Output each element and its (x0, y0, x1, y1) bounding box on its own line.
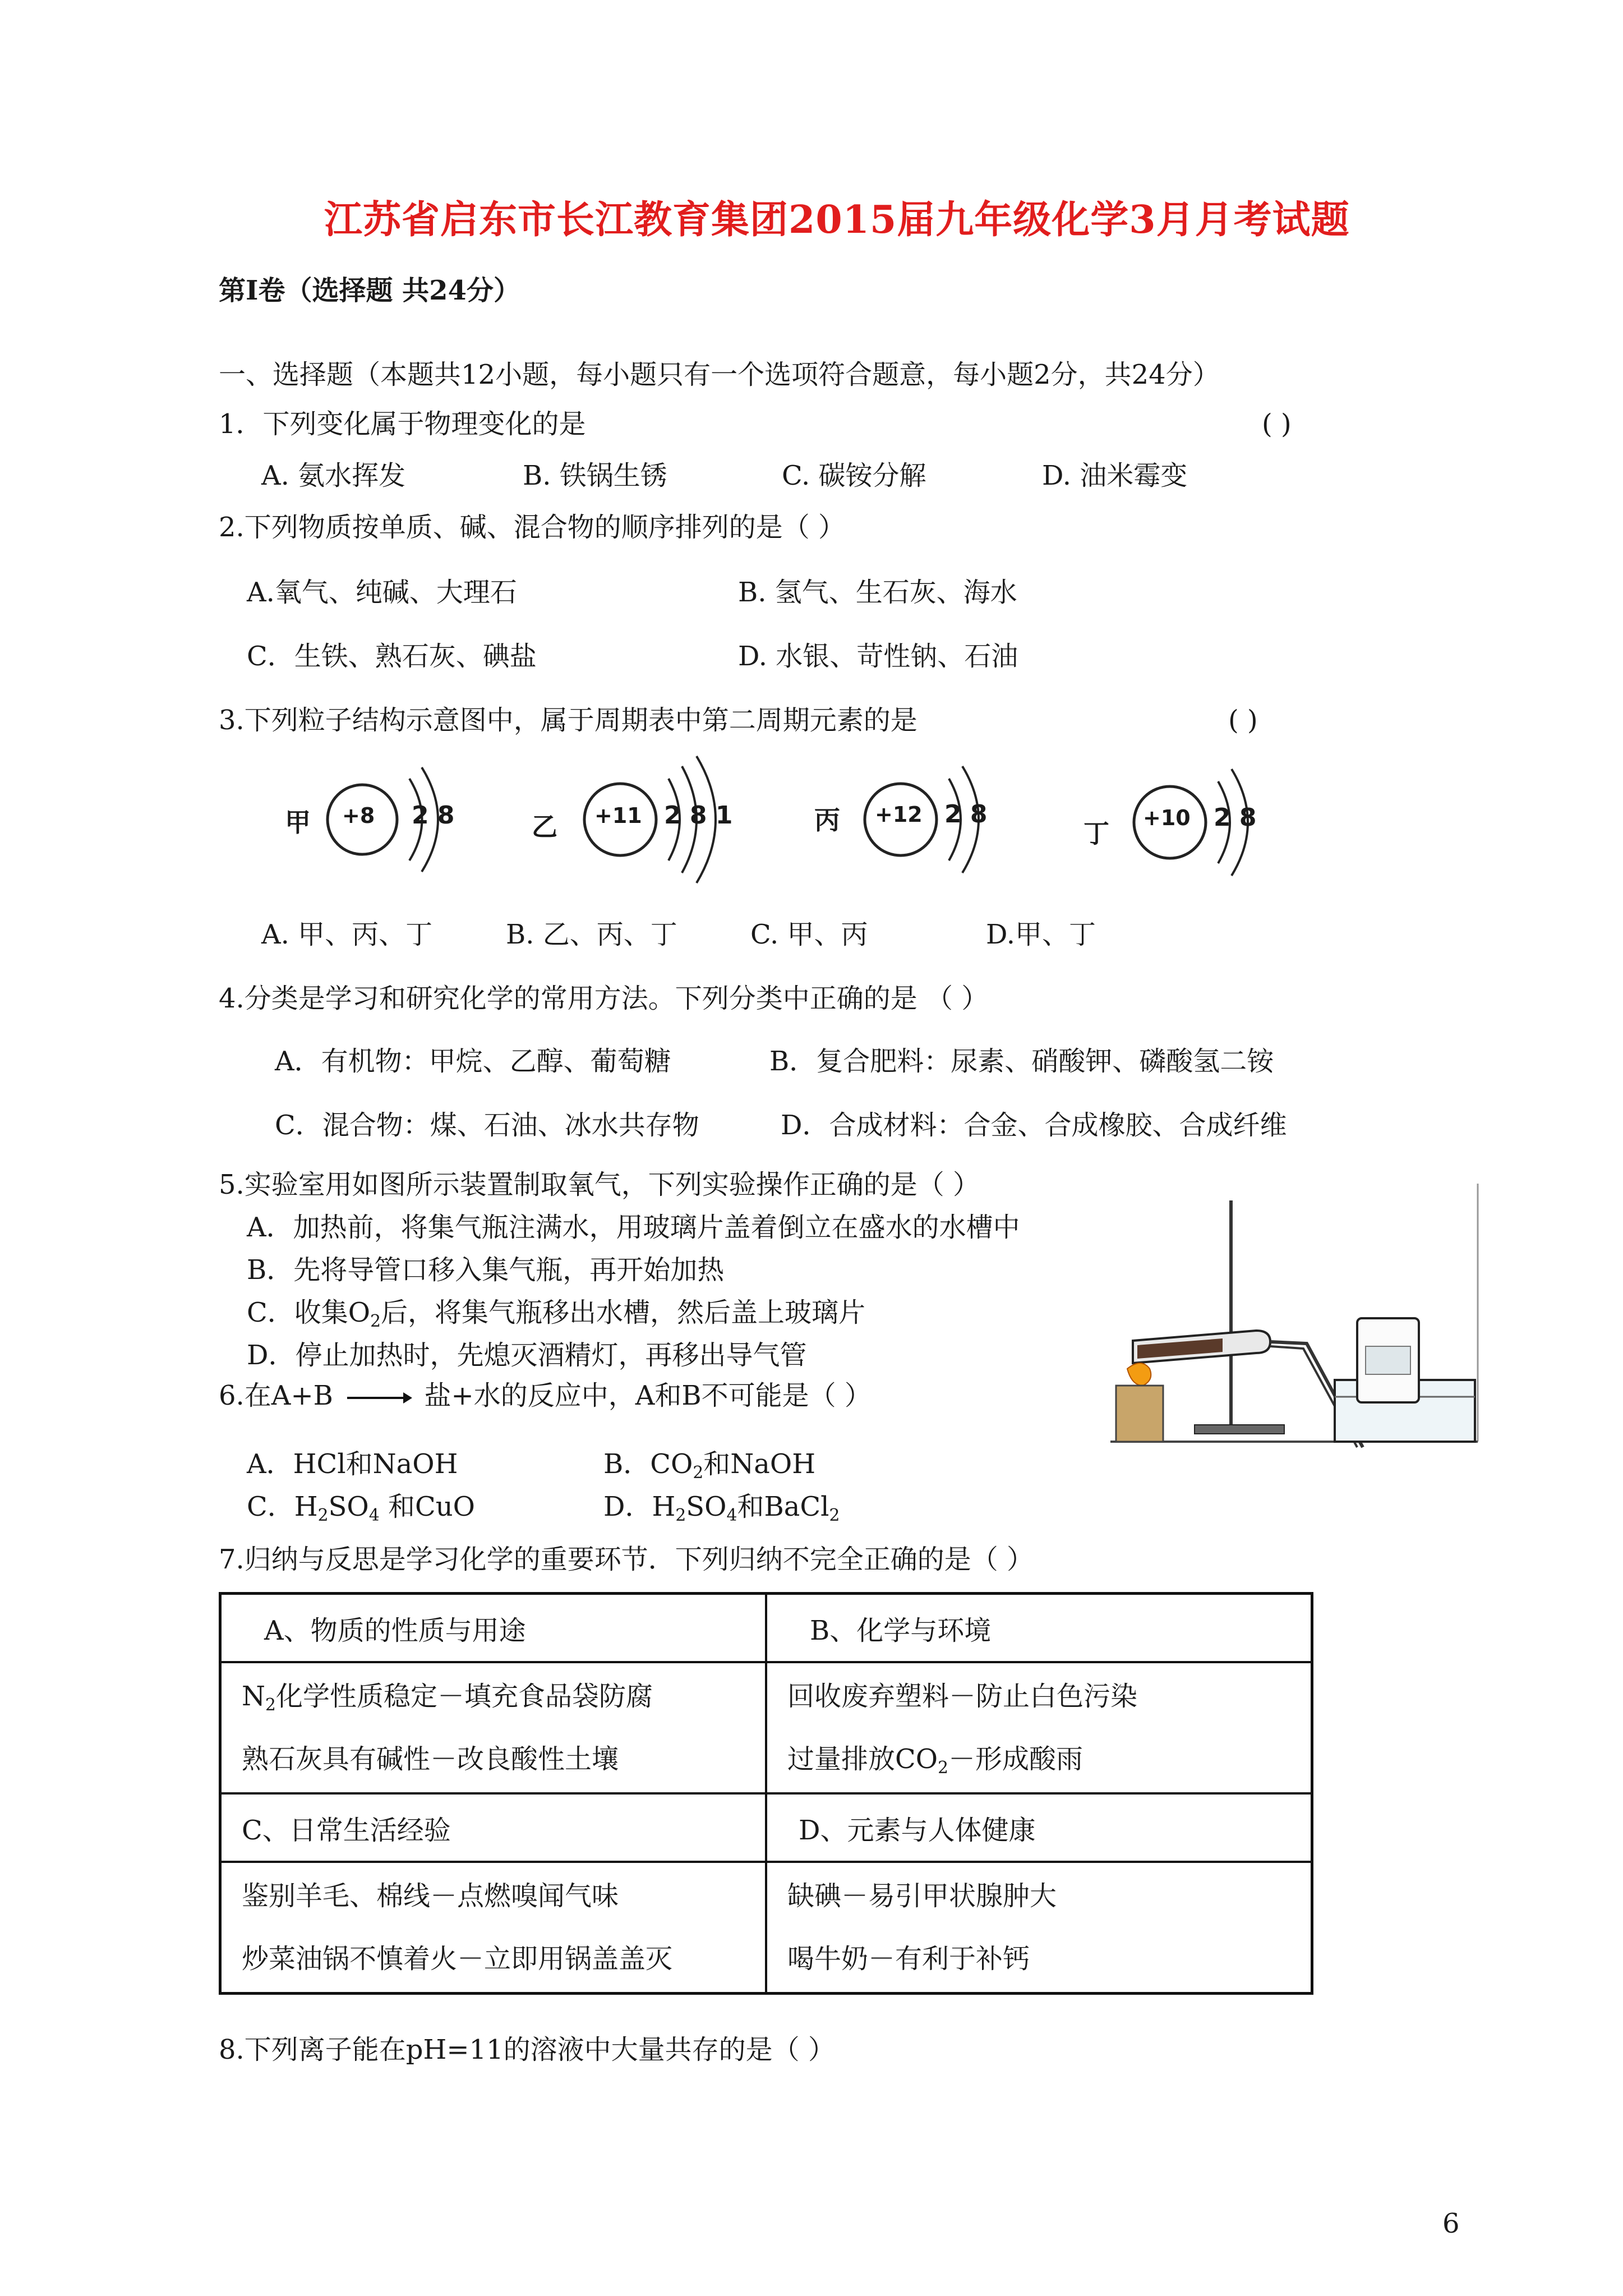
atom-shells-ding: 2 8 (1214, 803, 1257, 832)
q3-option-c: C. 甲、丙 (750, 919, 868, 950)
q7-table (219, 1592, 1313, 1995)
q2-option-b: B. 氢气、生石灰、海水 (738, 577, 1017, 608)
q7-c-item-2: 炒菜油锅不慎着火－立即用锅盖盖灭 (242, 1943, 673, 1975)
atom-label-ding: 丁 (1083, 818, 1109, 849)
q7-a-item-1: $N_2$化学性质稳定－填充食品袋防腐 (242, 1681, 653, 1715)
atom-label-bing: 丙 (814, 805, 840, 835)
q3-answer-paren: ( ) (1228, 705, 1258, 736)
q4-option-b: B．复合肥料：尿素、硝酸钾、磷酸氢二铵 (769, 1046, 1274, 1077)
section-header: 第Ⅰ卷（选择题 共24分） (219, 275, 520, 306)
q7-stem: 7.归纳与反思是学习化学的重要环节．下列归纳不完全正确的是（ ） (219, 1544, 1034, 1575)
atom-shells-bing: 2 8 (944, 800, 988, 829)
lab-apparatus-figure (1110, 1184, 1481, 1453)
page-title: 江苏省启东市长江教育集团2015届九年级化学3月月考试题 (324, 197, 1350, 242)
q1-answer-paren: ( ) (1262, 408, 1292, 440)
q7-cell-c-body (220, 1862, 767, 1994)
q3-option-b: B. 乙、丙、丁 (506, 919, 677, 950)
q6-option-c: C．$H_2SO_4$ 和CuO (247, 1491, 475, 1525)
q8-stem: 8.下列离子能在pH=11的溶液中大量共存的是（ ） (219, 2034, 835, 2065)
q7-a-item-2: 熟石灰具有碱性－改良酸性土壤 (242, 1743, 619, 1775)
instructions: 一、选择题（本题共12小题，每小题只有一个选项符合题意，每小题2分，共24分） (219, 359, 1220, 390)
q1-option-a: A. 氨水挥发 (261, 460, 406, 491)
q2-option-c: C．生铁、熟石灰、碘盐 (247, 641, 537, 672)
q4-option-d: D．合成材料：合金、合成橡胶、合成纤维 (781, 1110, 1287, 1141)
q3-option-a: A. 甲、丙、丁 (261, 919, 433, 950)
q2-option-a: A.氧气、纯碱、大理石 (247, 577, 517, 608)
q1-option-c: C. 碳铵分解 (782, 460, 926, 491)
q7-c-item-1: 鉴别羊毛、棉线－点燃嗅闻气味 (242, 1880, 619, 1912)
q7-cell-c-head: C、日常生活经验 (220, 1793, 767, 1862)
q1-option-d: D. 油米霉变 (1042, 460, 1188, 491)
q3-option-d: D.甲、丁 (986, 919, 1096, 950)
q1-option-b: B. 铁锅生锈 (523, 460, 667, 491)
atom-label-yi: 乙 (532, 812, 557, 842)
q5-option-b: B．先将导管口移入集气瓶，再开始加热 (247, 1254, 725, 1286)
q7-d-item-2: 喝牛奶－有利于补钙 (787, 1943, 1030, 1975)
reaction-arrow-icon (345, 1389, 412, 1406)
q4-option-c: C．混合物：煤、石油、冰水共存物 (275, 1110, 699, 1141)
q7-cell-b-body (766, 1662, 1312, 1793)
atom-nucleus-ding: +10 (1143, 806, 1191, 830)
q6-option-b: B．$CO_2$和NaOH (603, 1448, 816, 1483)
atom-shells-yi: 2 8 1 (664, 801, 733, 830)
atom-nucleus-yi: +11 (594, 803, 642, 828)
q6-option-d: D．$H_2SO_4$和BaCl$_2$ (603, 1491, 840, 1525)
q7-cell-a-head: A、物质的性质与用途 (220, 1594, 767, 1663)
q4-stem: 4.分类是学习和研究化学的常用方法。下列分类中正确的是 （ ） (219, 983, 989, 1014)
q7-cell-b-head: B、化学与环境 (766, 1594, 1312, 1663)
atom-diagrams (264, 739, 1273, 902)
q1-stem: 1．下列变化属于物理变化的是 (219, 408, 586, 440)
q3-stem: 3.下列粒子结构示意图中，属于周期表中第二周期元素的是 (219, 705, 917, 736)
q4-option-a: A．有机物：甲烷、乙醇、葡萄糖 (275, 1046, 671, 1077)
q5-option-d: D．停止加热时，先熄灭酒精灯，再移出导气管 (247, 1340, 807, 1371)
atom-nucleus-jia: +8 (342, 803, 375, 828)
q7-cell-d-head: D、元素与人体健康 (766, 1793, 1312, 1862)
atom-shells-jia: 2 8 (412, 801, 455, 830)
q2-option-d: D. 水银、苛性钠、石油 (738, 641, 1018, 672)
q5-stem: 5.实验室用如图所示装置制取氧气，下列实验操作正确的是（ ） (219, 1169, 980, 1200)
atom-nucleus-bing: +12 (875, 802, 923, 827)
q2-stem: 2.下列物质按单质、碱、混合物的顺序排列的是（ ） (219, 512, 846, 543)
q7-cell-d-body (766, 1862, 1312, 1994)
q7-cell-a-body (220, 1662, 767, 1793)
q6-stem: 6.在A+B 盐+水的反应中，A和B不可能是（ ） (219, 1380, 872, 1411)
q7-d-item-1: 缺碘－易引甲状腺肿大 (787, 1880, 1057, 1912)
q6-option-a: A．HCl和NaOH (247, 1448, 458, 1480)
q7-b-item-1: 回收废弃塑料－防止白色污染 (787, 1681, 1138, 1712)
q7-b-item-2: 过量排放$CO_2-$形成酸雨 (787, 1743, 1083, 1778)
q5-option-a: A．加热前，将集气瓶注满水，用玻璃片盖着倒立在盛水的水槽中 (247, 1212, 1020, 1243)
atom-label-jia: 甲 (285, 807, 311, 838)
page-number: 6 (1442, 2208, 1460, 2239)
q5-option-c: C．收集$O_2$后，将集气瓶移出水槽，然后盖上玻璃片 (247, 1297, 866, 1331)
